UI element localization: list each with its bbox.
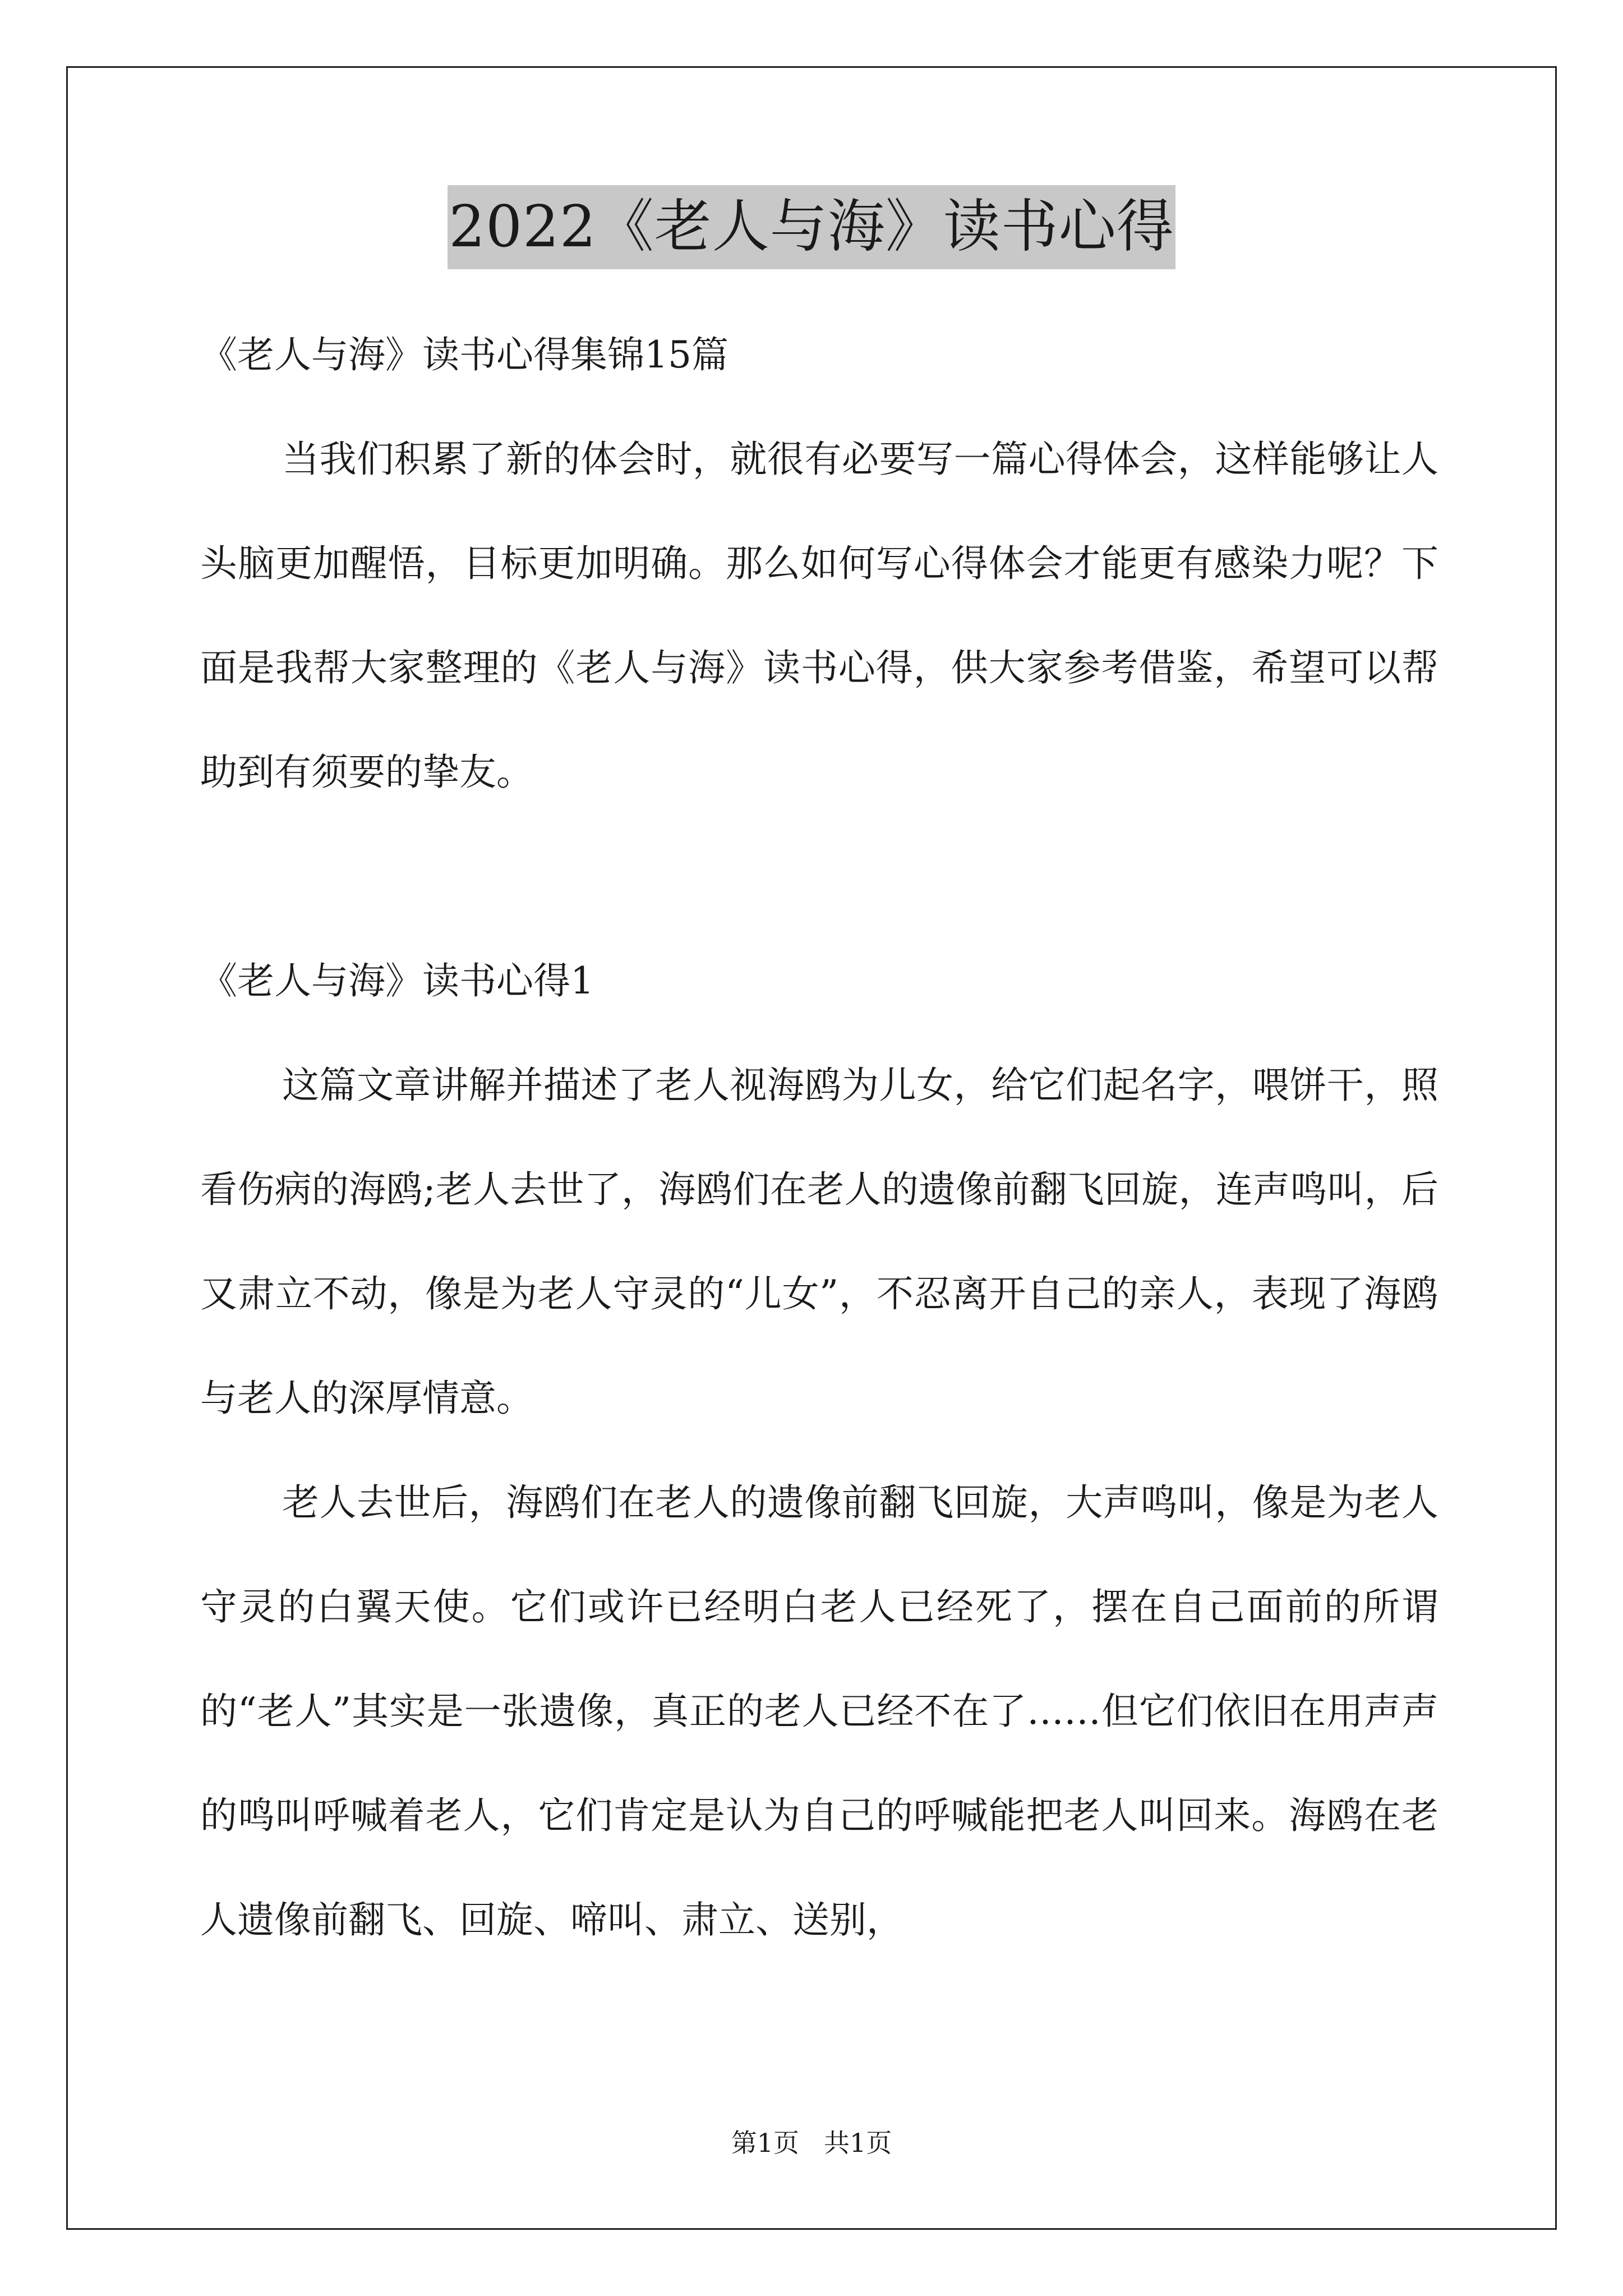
document-body <box>200 303 1438 1972</box>
body-paragraph-2: 老人去世后，海鸥们在老人的遗像前翻飞回旋，大声鸣叫，像是为老人守灵的白翼天使。它们或许已经明白老人已经死了，摆在自己面前的所谓的“老人”其实是一张遗像，真正的老人已经不在了……但它们依旧在用声声的鸣叫呼喊着老人，它们肯定是认为自己的呼喊能把老人叫回来。海鸥在老人遗像前翻飞、回旋、啼叫、肃立、送别， <box>200 1481 1438 1941</box>
blank-line <box>200 825 1438 929</box>
section-heading: 《老人与海》读书心得1 <box>200 959 594 1002</box>
page-total: 共1页 <box>823 2128 892 2158</box>
body-paragraph-1: 这篇文章讲解并描述了老人视海鸥为儿女，给它们起名字，喂饼干，照看伤病的海鸥;老人去世了，海鸥们在老人的遗像前翻飞回旋，连声鸣叫，后又肃立不动，像是为老人守灵的“儿女”，不忍离开自己的亲人，表现了海鸥与老人的深厚情意。 <box>200 1064 1438 1420</box>
footer-spacer <box>799 2128 824 2158</box>
title-container <box>0 185 1623 269</box>
document-subtitle: 《老人与海》读书心得集锦15篇 <box>200 333 728 376</box>
document-title: 2022《老人与海》读书心得 <box>448 185 1175 269</box>
intro-paragraph: 当我们积累了新的体会时，就很有必要写一篇心得体会，这样能够让人头脑更加醒悟，目标更加明确。那么如何写心得体会才能更有感染力呢？下面是我帮大家整理的《老人与海》读书心得，供大家参考借鉴，希望可以帮助到有须要的挚友。 <box>200 438 1438 794</box>
page-number: 第1页 <box>731 2128 800 2158</box>
page-footer <box>0 2126 1623 2160</box>
